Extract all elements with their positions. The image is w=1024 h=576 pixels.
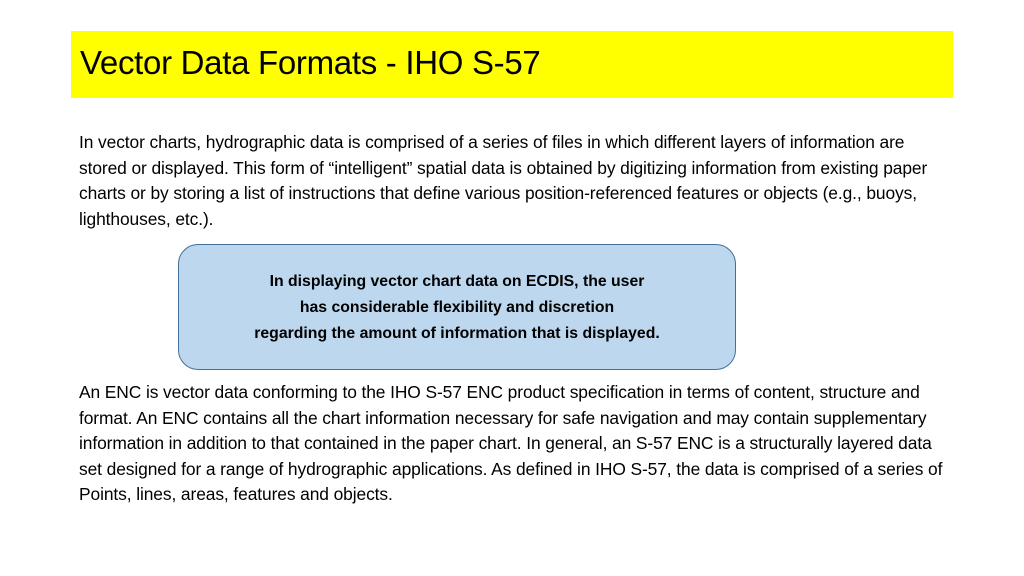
callout-line-3: regarding the amount of information that is displayed.: [254, 325, 660, 342]
title-bar: [71, 31, 953, 98]
callout-line-1: In displaying vector chart data on ECDIS, the user: [269, 273, 645, 290]
enc-paragraph: An ENC is vector data conforming to the IHO S-57 ENC product specification in terms of content, structure and format. An ENC contains all the chart information necessary for safe navigation and may contain supplementary information in addition to that contained in the paper chart. In general, an S-57 ENC is a structurally layered data set designed for a range of hydrographic applications. As defined in IHO S-57, the data is comprised of a series of Points, lines, areas, features and objects.: [79, 382, 943, 504]
callout-line-2: has considerable flexibility and discretion: [299, 299, 615, 316]
intro-paragraph: In vector charts, hydrographic data is comprised of a series of files in which different layers of information are stored or displayed. This form of “intelligent” spatial data is obtained by digitizing information from existing paper charts or by storing a list of instructions that define various position-referenced features or objects (e.g., buoys, lighthouses, etc.).: [79, 132, 928, 229]
callout-box: [178, 244, 736, 370]
slide-title: Vector Data Formats - IHO S-57: [80, 43, 541, 81]
